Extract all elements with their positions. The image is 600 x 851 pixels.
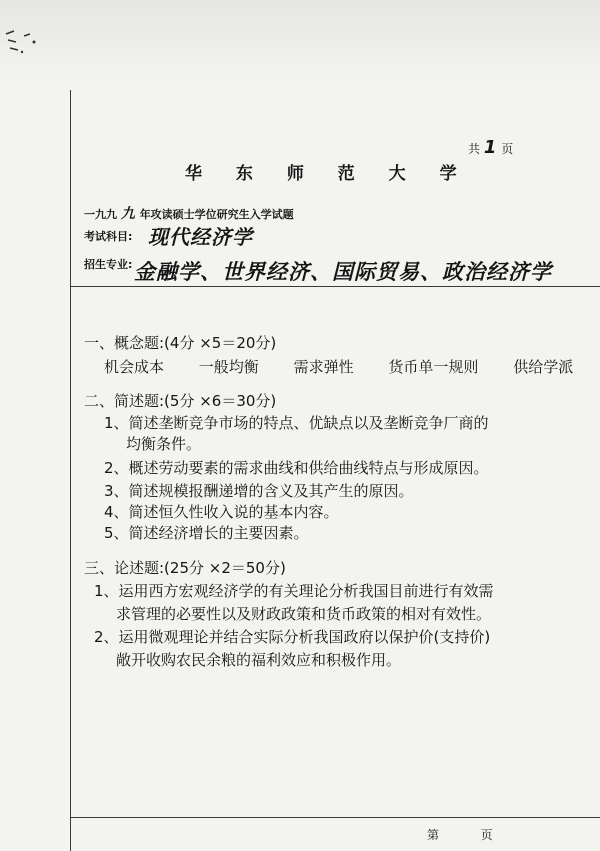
exam-line-text: 年攻读硕士学位研究生入学试题 bbox=[139, 208, 294, 221]
term-item: 需求弹性 bbox=[293, 358, 354, 376]
page-footer-suffix: 页 bbox=[480, 828, 493, 842]
page-count bbox=[468, 137, 513, 158]
page-count-suffix: 页 bbox=[501, 142, 514, 156]
list-item: 敞开收购农民余粮的福利效应和积极作用。 bbox=[116, 651, 402, 669]
list-item: 2、运用微观理论并结合实际分析我国政府以保护价(支持价) bbox=[94, 628, 491, 646]
list-item: 2、概述劳动要素的需求曲线和供给曲线特点与形成原因。 bbox=[104, 459, 489, 477]
list-item: 1、运用西方宏观经济学的有关理论分析我国目前进行有效需 bbox=[94, 582, 494, 600]
page-footer-prefix: 第 bbox=[427, 828, 440, 842]
subject-label: 考试科目: bbox=[84, 230, 133, 243]
left-border bbox=[70, 90, 71, 851]
university-title: 华 东 师 范 大 学 bbox=[185, 164, 471, 184]
header-divider bbox=[70, 286, 600, 287]
page-count-prefix: 共 bbox=[468, 142, 481, 156]
list-item: 均衡条件。 bbox=[126, 435, 202, 453]
scan-shadow bbox=[0, 0, 600, 80]
major-label: 招生专业: bbox=[84, 258, 133, 271]
term-item: 供给学派 bbox=[513, 358, 574, 376]
list-item: 5、简述经济增长的主要因素。 bbox=[104, 524, 309, 542]
year-prefix: 一九九 bbox=[84, 208, 117, 221]
section-3-title: 三、论述题:(25分 ×2＝50分) bbox=[84, 559, 286, 577]
exam-line bbox=[84, 203, 294, 223]
list-item: 1、简述垄断竞争市场的特点、优缺点以及垄断竞争厂商的 bbox=[104, 414, 489, 432]
list-item: 3、简述规模报酬递增的含义及其产生的原因。 bbox=[104, 482, 414, 500]
year-digit: 九 bbox=[120, 206, 136, 222]
page-footer bbox=[427, 826, 493, 843]
list-item: 4、简述恒久性收入说的基本内容。 bbox=[104, 503, 339, 521]
page-count-value: 1 bbox=[483, 137, 498, 158]
section-1-terms bbox=[104, 356, 589, 377]
term-item: 机会成本 bbox=[104, 358, 165, 376]
list-item: 求管理的必要性以及财政政策和货币政策的相对有效性。 bbox=[116, 605, 492, 623]
footer-divider bbox=[70, 817, 600, 818]
scan-speckle-icon bbox=[4, 28, 44, 58]
subject-value: 现代经济学 bbox=[148, 225, 253, 249]
term-item: 货币单一规则 bbox=[388, 358, 479, 376]
major-value: 金融学、世界经济、国际贸易、政治经济学 bbox=[134, 260, 552, 284]
term-item: 一般均衡 bbox=[198, 358, 259, 376]
section-1-title: 一、概念题:(4分 ×5＝20分) bbox=[84, 334, 277, 352]
section-2-title: 二、简述题:(5分 ×6＝30分) bbox=[84, 392, 277, 410]
